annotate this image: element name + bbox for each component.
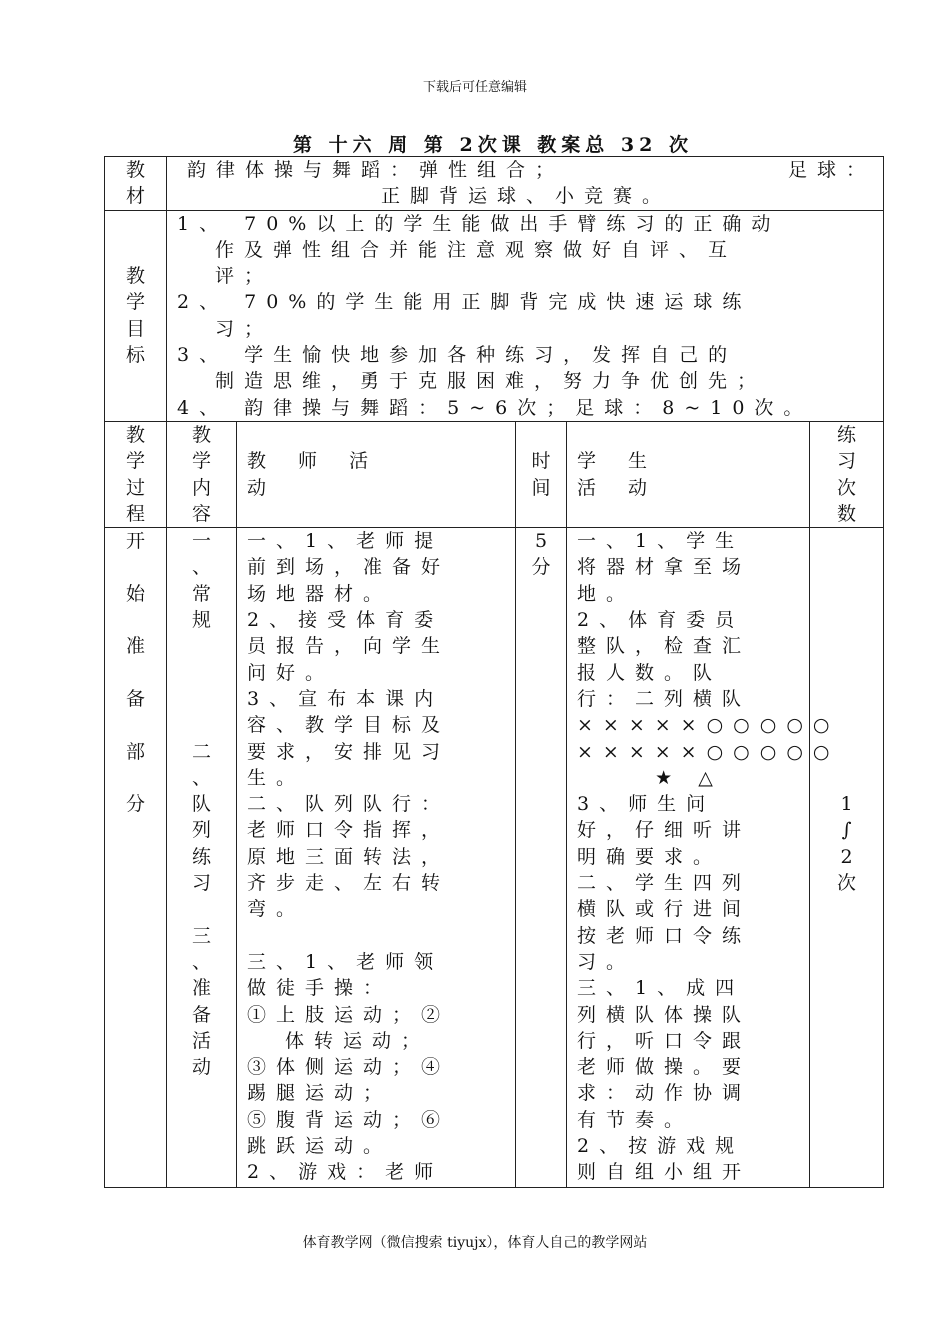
objective-line: 3、 学生愉快地参加各种练习，发挥自己的	[177, 344, 738, 367]
teacher-activity-line: 3、宣布本课内	[247, 687, 444, 710]
header-content	[167, 421, 237, 527]
phase-char: 分	[125, 793, 145, 816]
student-activity-line: 二、学生四列	[577, 872, 752, 895]
teacher-activity-line	[247, 923, 507, 949]
header-line: 动	[247, 476, 280, 499]
teacher-activity-line: 跳跃运动。	[247, 1134, 393, 1157]
materials-line1-left: 韵律体操与舞蹈：弹性组合；	[187, 159, 565, 181]
label-char: 目	[125, 317, 145, 340]
teacher-activity-line: 老师口令指挥，	[247, 819, 451, 842]
objective-line: 4、 韵律操与舞蹈：5~6次；足球：8~10次。	[177, 396, 813, 419]
teacher-activity-line: 做徒手操：	[247, 977, 393, 1000]
reps-char: 2	[840, 845, 853, 868]
lesson-title: 第 十六 周 第 2次课 教案总 32 次	[293, 134, 693, 156]
objectives-content	[167, 210, 884, 421]
content-char	[167, 633, 236, 659]
phase-char: 开	[125, 530, 145, 553]
header-char: 时	[531, 450, 551, 473]
time-char: 分	[531, 556, 551, 579]
content-char: 列	[191, 819, 211, 842]
teacher-activity-line: 踢腿运动；	[247, 1082, 393, 1105]
student-activity-line: 三、1、成四	[577, 977, 745, 1000]
materials-line2: 正脚背运球、小竞赛。	[381, 185, 672, 208]
student-activity-line: ×××××○○○○○	[577, 740, 840, 763]
header-char: 容	[191, 502, 211, 525]
header-time	[516, 421, 567, 527]
student-activity-line: 习。	[577, 950, 636, 973]
content-char: 队	[191, 793, 211, 816]
teacher-activity-line: 员报告，向学生	[247, 635, 451, 658]
label-char: 材	[125, 185, 145, 208]
phase-char	[105, 712, 166, 738]
content-char: 三	[191, 924, 211, 947]
teacher-activity-line: ①上肢运动；②	[247, 1003, 451, 1026]
student-activity-line: 老师做操。要	[577, 1056, 752, 1079]
content-char: 活	[191, 1029, 211, 1052]
spacer	[810, 581, 883, 607]
materials-row	[105, 157, 884, 211]
student-activity-line: 行：二列横队	[577, 687, 752, 710]
header-char: 练	[837, 423, 857, 446]
teacher-activity-line: 原地三面转法，	[247, 845, 451, 868]
spacer	[810, 607, 883, 633]
teacher-activity-line: 生。	[247, 766, 306, 789]
reps-char: 次	[837, 872, 857, 895]
section-time	[516, 528, 567, 1188]
header-char: 过	[125, 476, 145, 499]
label-char: 教	[125, 159, 145, 181]
phase-char: 备	[125, 687, 145, 710]
teacher-activity-line: 一、1、老师提	[247, 530, 444, 553]
header-student-activity	[567, 421, 810, 527]
header-line: 活 动	[577, 476, 661, 499]
content-char: 练	[191, 845, 211, 868]
section-student-activity	[567, 528, 840, 1188]
content-char	[167, 896, 236, 922]
teacher-activity-line: 体转运动；	[285, 1029, 431, 1052]
content-char: 一	[191, 530, 211, 553]
student-activity-line: 横队或行进间	[577, 898, 752, 921]
phase-char	[105, 660, 166, 686]
reps-char: ∫	[841, 819, 852, 842]
lesson-plan-table	[104, 156, 884, 1188]
spacer	[810, 765, 883, 791]
student-activity-line: 求：动作协调	[577, 1082, 752, 1105]
materials-content	[167, 157, 884, 211]
phase-char	[105, 607, 166, 633]
teacher-activity-line: ③体侧运动；④	[247, 1056, 451, 1079]
student-activity-line: 好，仔细听讲	[577, 819, 752, 842]
content-char: 、	[191, 766, 211, 789]
content-char	[167, 712, 236, 738]
header-char: 数	[837, 502, 857, 525]
student-activity-line: 明确要求。	[577, 845, 723, 868]
header-line: 学 生	[577, 450, 661, 473]
teacher-activity-line: ⑤腹背运动；⑥	[247, 1108, 451, 1131]
teacher-activity-line: 齐步走、左右转	[247, 872, 451, 895]
student-activity-line: 列横队体操队	[577, 1003, 752, 1026]
objective-line: 习；	[215, 317, 274, 340]
student-activity-line: 整队，检查汇	[577, 635, 752, 658]
content-char	[167, 686, 236, 712]
header-char: 内	[191, 476, 211, 499]
header-char: 习	[837, 450, 857, 473]
content-char: 备	[191, 1003, 211, 1026]
spacer	[810, 660, 883, 686]
student-activity-line: 报人数。队	[577, 661, 723, 684]
header-process	[105, 421, 167, 527]
student-activity-line: 2、体育委员	[577, 609, 745, 632]
teacher-activity-line: 要求，安排见习	[247, 740, 451, 763]
teacher-activity-line: 场地器材。	[247, 582, 393, 605]
objective-line: 制造思维，勇于克服困难，努力争优创先；	[215, 370, 767, 393]
content-char	[167, 660, 236, 686]
content-char: 、	[191, 950, 211, 973]
phase-char	[105, 765, 166, 791]
label-char: 学	[125, 291, 145, 314]
teacher-activity-line: 弯。	[247, 898, 306, 921]
objective-line: 作及弹性组合并能注意观察做好自评、互	[215, 238, 738, 261]
content-char: 规	[191, 609, 211, 632]
student-activity-line: 则自组小组开	[577, 1161, 752, 1184]
teacher-activity-line: 三、1、老师领	[247, 950, 444, 973]
header-char: 教	[191, 423, 211, 446]
header-line: 教 师 活	[247, 450, 382, 473]
content-char: 动	[191, 1056, 211, 1079]
header-char: 次	[837, 476, 857, 499]
section-phase	[105, 528, 167, 1188]
phase-char: 始	[125, 582, 145, 605]
student-activity-line: 3、师生问	[577, 793, 716, 816]
header-char: 学	[191, 450, 211, 473]
header-char: 学	[125, 450, 145, 473]
student-activity-line: 2、按游戏规	[577, 1134, 745, 1157]
objectives-row	[105, 210, 884, 421]
section-teacher-activity	[237, 528, 516, 1188]
header-char: 教	[125, 423, 145, 446]
spacer	[810, 554, 883, 580]
spacer	[810, 633, 883, 659]
teacher-activity-line: 二、队列队行：	[247, 793, 451, 816]
student-activity-line: 行，听口令跟	[577, 1029, 752, 1052]
phase-char: 准	[125, 635, 145, 658]
time-char: 5	[534, 530, 548, 553]
objective-line: 评；	[215, 265, 274, 288]
teacher-activity-line: 2、游戏：老师	[247, 1161, 444, 1184]
student-activity-line: 按老师口令练	[577, 924, 752, 947]
label-char: 教	[125, 265, 145, 288]
header-teacher-activity	[237, 421, 516, 527]
phase-char: 部	[125, 740, 145, 763]
header-char: 间	[531, 476, 551, 499]
section-content	[167, 528, 237, 1188]
objective-line: 2、 70%的学生能用正脚背完成快速运球练	[177, 291, 752, 314]
content-char: 二	[191, 740, 211, 763]
materials-label	[105, 157, 167, 211]
student-activity-line: 一、1、学生	[577, 530, 745, 553]
section-reps	[810, 528, 884, 1188]
section-row	[105, 528, 884, 1188]
materials-line1-right: 足球：	[788, 159, 876, 181]
student-activity-line: 有节奏。	[577, 1108, 694, 1131]
process-header-row	[105, 421, 884, 527]
student-activity-line: 将器材拿至场	[577, 556, 752, 579]
student-activity-line: 地。	[577, 582, 636, 605]
content-char: 、	[191, 556, 211, 579]
teacher-activity-line: 前到场，准备好	[247, 556, 451, 579]
objectives-label	[105, 210, 167, 421]
page-header-note: 下载后可任意编辑	[422, 80, 527, 95]
page-footer-note: 体育教学网（微信搜索 tiyujx），体育人自己的教学网站	[302, 1235, 648, 1251]
teacher-activity-line: 2、接受体育委	[247, 609, 444, 632]
header-char: 程	[125, 502, 145, 525]
content-char: 准	[191, 977, 211, 1000]
phase-char	[105, 554, 166, 580]
teacher-activity-line: 容、教学目标及	[247, 714, 451, 737]
spacer	[810, 686, 883, 712]
student-activity-line: ×××××○○○○○	[577, 714, 840, 737]
content-char: 常	[191, 582, 211, 605]
header-reps	[810, 421, 884, 527]
teacher-activity-line: 问好。	[247, 661, 335, 684]
objective-line: 1、 70%以上的学生能做出手臂练习的正确动	[177, 212, 781, 235]
reps-char: 1	[840, 793, 853, 816]
content-char: 习	[191, 872, 211, 895]
spacer	[810, 528, 883, 554]
student-activity-line: ★ △	[655, 766, 723, 789]
label-char: 标	[125, 344, 145, 367]
